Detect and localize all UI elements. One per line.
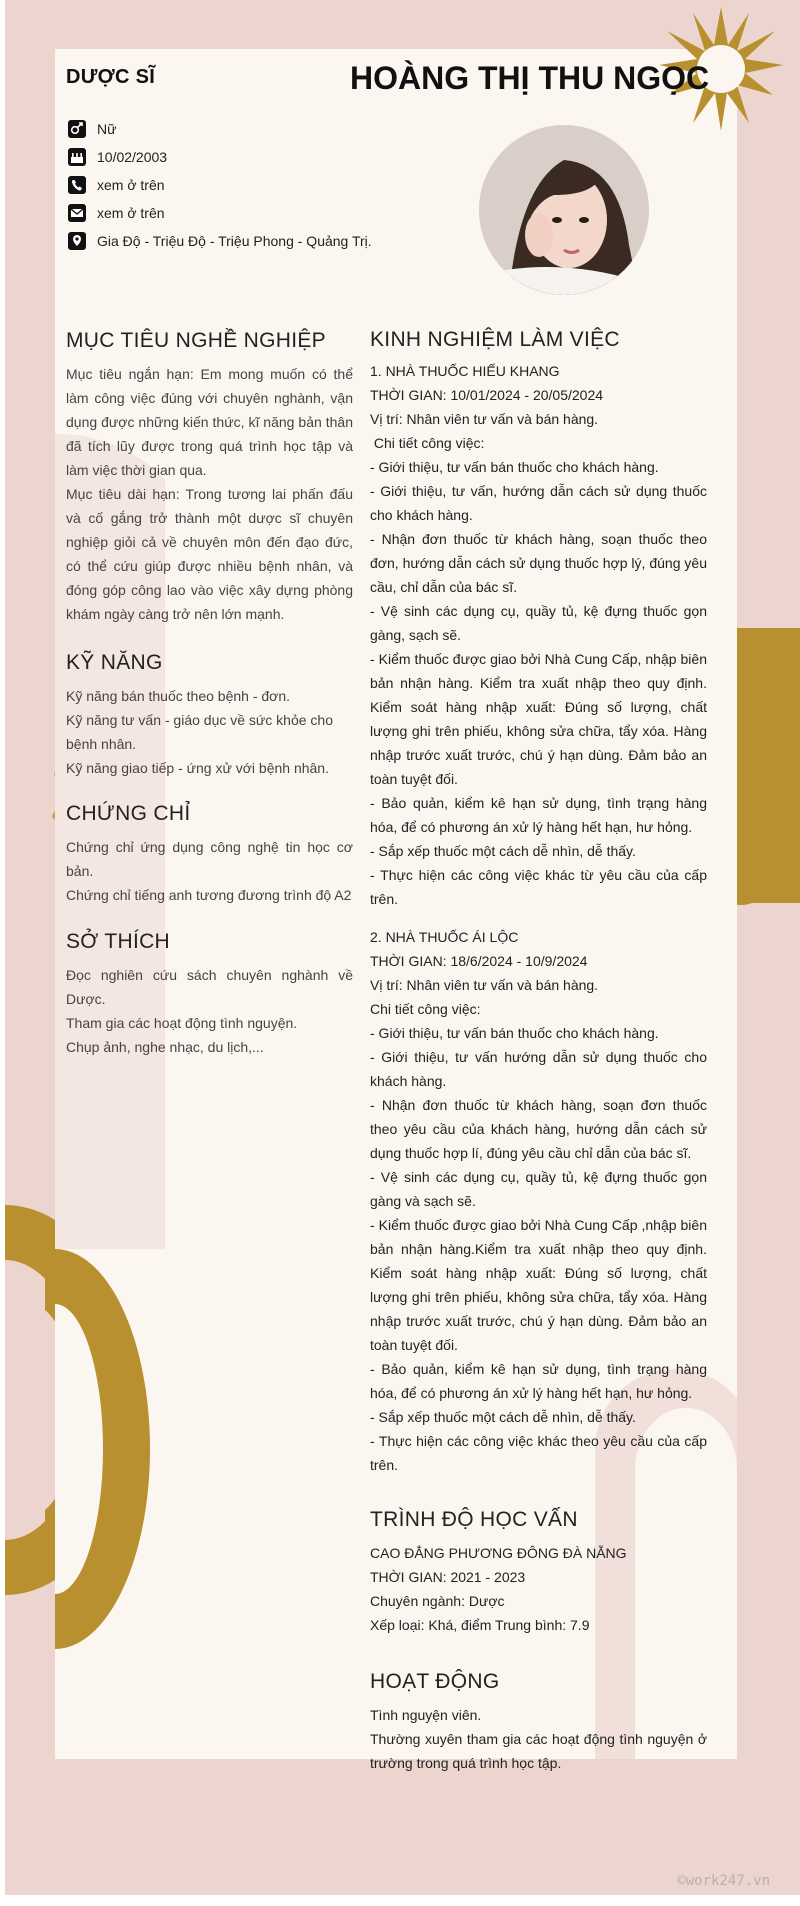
hobbies-list [66, 963, 353, 1059]
birthday-row [67, 143, 372, 171]
skills-section [66, 651, 353, 780]
full-name: HOÀNG THỊ THU NGỌC [350, 60, 710, 96]
email-value: xem ở trên [97, 205, 165, 221]
job-task: - Thực hiện các công việc khác theo yêu cầu của cấp trên. [370, 1433, 707, 1473]
job-task: - Sắp xếp thuốc một cách dễ nhìn, dễ thấy. [370, 843, 636, 859]
hobbies-section [66, 930, 353, 1059]
job-time: THỜI GIAN: 18/6/2024 - 10/9/2024 [370, 953, 588, 969]
job-task: - Giới thiệu, tư vấn bán thuốc cho khách hàng. [370, 1025, 659, 1041]
job-task: - Giới thiệu, tư vấn, hướng dẫn cách sử dụng thuốc cho khách hàng. [370, 483, 707, 523]
experience-job-2-body [370, 925, 707, 1477]
job-task: - Vệ sinh các dụng cụ, quầy tủ, kệ đựng thuốc gọn gàng, sạch sẽ. [370, 603, 707, 643]
education-rank: Xếp loại: Khá, điểm Trung bình: 7.9 [370, 1617, 590, 1633]
gender-row [67, 115, 372, 143]
location-icon [67, 231, 87, 251]
education-major: Chuyên ngành: Dược [370, 1593, 505, 1609]
skill-item: Kỹ năng giao tiếp - ứng xử với bệnh nhân. [66, 760, 329, 776]
personal-info [67, 115, 372, 255]
activities-title: HOẠT ĐỘNG [370, 1670, 500, 1693]
skills-title: KỸ NĂNG [66, 651, 163, 674]
job-task: - Vệ sinh các dụng cụ, quầy tủ, kệ đựng thuốc gọn gàng và sạch sẽ. [370, 1169, 707, 1209]
experience-title: KINH NGHIỆM LÀM VIỆC [370, 328, 620, 351]
education-time: THỜI GIAN: 2021 - 2023 [370, 1569, 526, 1585]
certificates-title: CHỨNG CHỈ [66, 802, 191, 825]
education-title: TRÌNH ĐỘ HỌC VẤN [370, 1508, 578, 1531]
job-task: - Thực hiện các công việc khác từ yêu cầu của cấp trên. [370, 867, 707, 907]
certificate-item: Chứng chỉ ứng dụng công nghệ tin học cơ bản. [66, 839, 353, 879]
job-task: - Giới thiệu, tư vấn bán thuốc cho khách hàng. [370, 459, 659, 475]
skills-list [66, 684, 353, 780]
job-details-label: Chi tiết công việc: [370, 435, 485, 451]
address-row [67, 227, 372, 255]
mail-icon [67, 203, 87, 223]
job-details-label: Chi tiết công việc: [370, 1001, 481, 1017]
cv-page [5, 0, 800, 1895]
job-task: - Kiểm thuốc được giao bởi Nhà Cung Cấp, nhập biên bản nhận hàng. Kiểm tra xuất nhập theo quy định. Kiểm soát hàng nhập xuất: Đúng số lượng, chất lượng ghi trên phiếu, không sửa chữa, tẩy xóa. Hàng nhập trước xuất trước, chú ý hạn dùng. Đảm bảo an toàn tuyệt đối. [370, 651, 707, 787]
objective-long-term: Mục tiêu dài hạn: Trong tương lai phấn đấu và cố gắng trở thành một dược sĩ chuyên nghiệp giỏi cả về chuyên môn đến đạo đức, có thể cứu giúp được nhiều bệnh nhân, và đóng góp công lao vào việc xây dựng phòng khám ngày càng trở nên lớn mạnh. [66, 486, 353, 622]
phone-icon [67, 175, 87, 195]
avatar [479, 125, 649, 295]
activities-section [370, 1670, 707, 1775]
objective-body [66, 362, 353, 626]
job-task: - Sắp xếp thuốc một cách dễ nhìn, dễ thấy. [370, 1409, 636, 1425]
job-task: - Nhận đơn thuốc từ khách hàng, soạn đơn thuốc theo yêu cầu của khách hàng, hướng dẫn cách sử dụng thuốc hợp lí, đúng yêu cầu chỉ dẫn của bác sĩ. [370, 1097, 707, 1161]
education-body [370, 1541, 707, 1637]
job-task: - Bảo quản, kiểm kê hạn sử dụng, tình trạng hàng hóa, để có phương án xử lý hàng hết hạn, hư hỏng. [370, 795, 707, 835]
activity-item: Thường xuyên tham gia các hoạt động tình nguyện ở trường trong quá trình học tập. [370, 1731, 707, 1771]
objective-title: MỤC TIÊU NGHỀ NGHIỆP [66, 329, 326, 352]
certificates-section [66, 802, 353, 907]
birthday-value: 10/02/2003 [97, 149, 168, 165]
address-value: Gia Độ - Triệu Độ - Triệu Phong - Quảng Trị. [97, 233, 372, 249]
job-task: - Nhận đơn thuốc từ khách hàng, soạn thuốc theo đơn, hướng dẫn cách sử dụng thuốc hợp lý, đúng yêu cầu, chỉ dẫn của bác sĩ. [370, 531, 707, 595]
certificates-list [66, 835, 353, 907]
job-position: Vị trí: Nhân viên tư vấn và bán hàng. [370, 411, 599, 427]
phone-value: xem ở trên [97, 177, 165, 193]
job-position: Vị trí: Nhân viên tư vấn và bán hàng. [370, 977, 599, 993]
hobby-item: Chụp ảnh, nghe nhạc, du lịch,... [66, 1039, 264, 1055]
experience-job-1 [370, 359, 707, 911]
job-task: - Giới thiệu, tư vấn hướng dẫn sử dụng thuốc cho khách hàng. [370, 1049, 707, 1089]
activities-list [370, 1703, 707, 1775]
phone-row [67, 171, 372, 199]
skill-item: Kỹ năng bán thuốc theo bệnh - đơn. [66, 688, 291, 704]
experience-job-2 [370, 925, 707, 1477]
certificate-item: Chứng chỉ tiếng anh tương đương trình độ A2 [66, 887, 352, 903]
job-company: 2. NHÀ THUỐC ÁI LỘC [370, 929, 519, 945]
activity-item: Tình nguyện viên. [370, 1707, 482, 1723]
objective-section [66, 329, 353, 626]
job-task: - Bảo quản, kiểm kê hạn sử dụng, tình trạng hàng hóa, để có phương án xử lý hàng hết hạn, hư hỏng. [370, 1361, 707, 1401]
job-task: - Kiểm thuốc được giao bởi Nhà Cung Cấp ,nhập biên bản nhận hàng.Kiểm tra xuất nhập theo quy định. Kiểm soát hàng nhập xuất: Đúng số lượng, chất lượng ghi trên phiếu, không sửa chữa, tẩy xóa. Hàng nhập trước xuất trước, chú ý hạn dùng. Đảm bảo an toàn tuyệt đối. [370, 1217, 707, 1353]
gender-value: Nữ [97, 121, 117, 137]
job-company: 1. NHÀ THUỐC HIẾU KHANG [370, 363, 560, 379]
footer-brand: ©work247.vn [677, 1873, 770, 1889]
hobby-item: Đọc nghiên cứu sách chuyên nghành về Dược. [66, 967, 353, 1007]
hobbies-title: SỞ THÍCH [66, 930, 171, 953]
job-time: THỜI GIAN: 10/01/2024 - 20/05/2024 [370, 387, 604, 403]
objective-short-term: Mục tiêu ngắn hạn: Em mong muốn có thể làm công việc đúng với chuyên nghành, vận dụng được những kiến thức, kĩ năng bản thân đã tích lũy được trong quá trình học tập và làm việc thời gian qua. [66, 366, 353, 478]
education-section [370, 1508, 707, 1637]
hobby-item: Tham gia các hoạt động tình nguyện. [66, 1015, 298, 1031]
job-role: DƯỢC SĨ [66, 66, 156, 88]
email-row [67, 199, 372, 227]
education-school: CAO ĐẲNG PHƯƠNG ĐÔNG ĐÀ NẴNG [370, 1545, 627, 1561]
gender-icon [67, 119, 87, 139]
skill-item: Kỹ năng tư vấn - giáo dục về sức khỏe cho bệnh nhân. [66, 712, 334, 752]
experience-section [370, 328, 707, 911]
cake-icon [67, 147, 87, 167]
